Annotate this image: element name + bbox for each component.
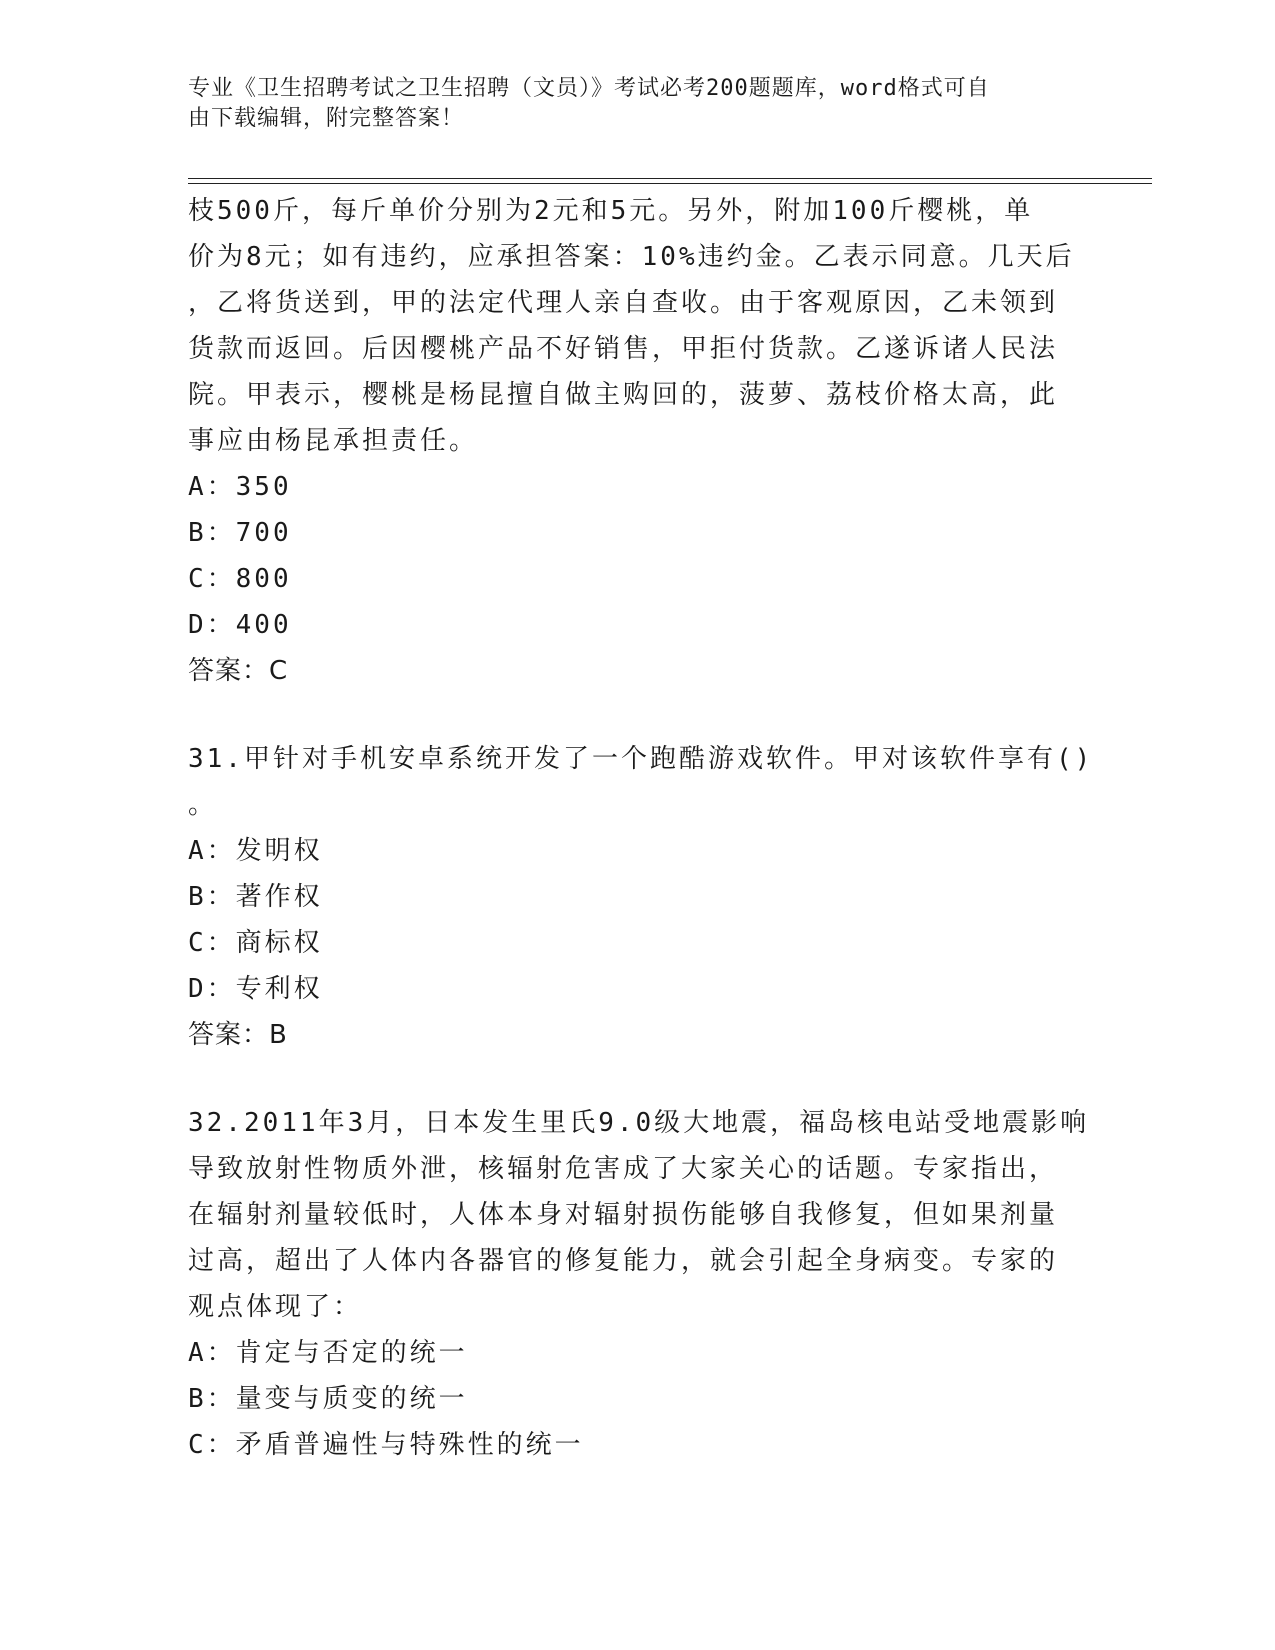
header-divider-bottom (188, 183, 1152, 184)
question-stem-line: 事应由杨昆承担责任。 (188, 426, 479, 456)
question-stem-line: 31.甲针对手机安卓系统开发了一个跑酷游戏软件。甲对该软件享有() (188, 744, 1094, 774)
document-header (188, 74, 1068, 134)
question-stem-line: 。 (188, 790, 218, 820)
header-divider-top (188, 178, 1152, 179)
question-32 (188, 1100, 1088, 1468)
option-b: B：量变与质变的统一 (188, 1384, 468, 1414)
question-stem-line: 在辐射剂量较低时，人体本身对辐射损伤能够自我修复，但如果剂量 (188, 1200, 1059, 1230)
option-a: A：肯定与否定的统一 (188, 1338, 468, 1368)
question-stem-line: 价为8元；如有违约，应承担答案：10%违约金。乙表示同意。几天后 (188, 242, 1075, 272)
option-c: C：800 (188, 564, 292, 594)
question-stem-line: 院。甲表示，樱桃是杨昆擅自做主购回的，菠萝、荔枝价格太高，此 (188, 380, 1059, 410)
header-line-1: 专业《卫生招聘考试之卫生招聘（文员）》考试必考200题题库，word格式可自 (188, 76, 990, 101)
document-body (188, 188, 1094, 1468)
question-31 (188, 736, 1094, 1058)
option-b: B：700 (188, 518, 292, 548)
option-b: B：著作权 (188, 882, 323, 912)
question-stem-line: 导致放射性物质外泄，核辐射危害成了大家关心的话题。专家指出， (188, 1154, 1059, 1184)
spacer (188, 1058, 1088, 1100)
spacer (188, 694, 1088, 736)
header-line-2: 由下载编辑，附完整答案！ (188, 106, 465, 131)
answer-line: 答案：C (188, 656, 289, 686)
question-stem-line: 货款而返回。后因樱桃产品不好销售，甲拒付货款。乙遂诉诸人民法 (188, 334, 1059, 364)
question-stem-line: 32.2011年3月，日本发生里氏9.0级大地震，福岛核电站受地震影响 (188, 1108, 1090, 1138)
question-stem-line: 枝500斤，每斤单价分别为2元和5元。另外，附加100斤樱桃，单 (188, 196, 1034, 226)
option-c: C：矛盾普遍性与特殊性的统一 (188, 1430, 584, 1460)
option-c: C：商标权 (188, 928, 323, 958)
option-a: A：发明权 (188, 836, 323, 866)
question-stem-line: 观点体现了： (188, 1292, 363, 1322)
question-stem-line: ，乙将货送到，甲的法定代理人亲自查收。由于客观原因，乙未领到 (188, 288, 1059, 318)
option-a: A：350 (188, 472, 292, 502)
question-30-continued (188, 188, 1088, 694)
question-stem-line: 过高，超出了人体内各器官的修复能力，就会引起全身病变。专家的 (188, 1246, 1059, 1276)
answer-line: 答案：B (188, 1020, 288, 1050)
option-d: D：400 (188, 610, 292, 640)
option-d: D：专利权 (188, 974, 323, 1004)
